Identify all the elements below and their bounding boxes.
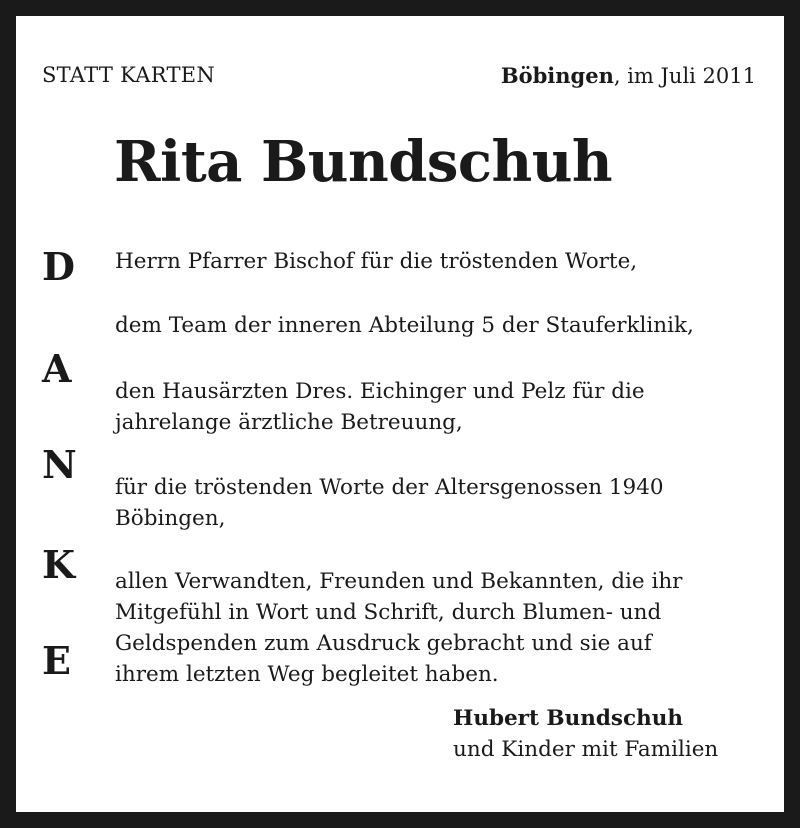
danke-letter-n: N bbox=[42, 442, 77, 487]
danke-letter-k: K bbox=[42, 542, 76, 587]
header-place-date bbox=[501, 63, 756, 88]
thanks-paragraph-hausaerzte bbox=[115, 376, 645, 438]
thanks-line: Herrn Pfarrer Bischof für die tröstenden Worte, bbox=[115, 249, 638, 274]
thanks-line: allen Verwandten, Freunden und Bekannten, die ihr bbox=[115, 569, 683, 594]
danke-letter-e: E bbox=[42, 638, 71, 683]
thanks-line: ihrem letzten Weg begleitet haben. bbox=[115, 662, 499, 687]
thanks-line: Böbingen, bbox=[115, 506, 226, 531]
thanks-paragraph-klinik bbox=[115, 310, 694, 341]
header-statt-karten: STATT KARTEN bbox=[42, 63, 216, 87]
thanks-line: Mitgefühl in Wort und Schrift, durch Blumen- und bbox=[115, 600, 662, 625]
deceased-name: Rita Bundschuh bbox=[114, 129, 613, 195]
thanks-paragraph-verwandte bbox=[115, 566, 682, 690]
header-place: Böbingen bbox=[500, 63, 614, 88]
thanks-paragraph-altersgenossen bbox=[115, 472, 664, 534]
signature-subtitle: und Kinder mit Familien bbox=[453, 737, 719, 762]
thanks-line: für die tröstenden Worte der Altersgenossen 1940 bbox=[115, 475, 664, 500]
thanks-line: den Hausärzten Dres. Eichinger und Pelz für die bbox=[115, 379, 645, 404]
danke-letter-a: A bbox=[42, 346, 72, 391]
thanks-paragraph-pfarrer bbox=[115, 246, 637, 277]
danke-letter-d: D bbox=[42, 244, 75, 289]
header-date: , im Juli 2011 bbox=[613, 64, 756, 88]
thanks-line: dem Team der inneren Abteilung 5 der Stauferklinik, bbox=[115, 313, 694, 338]
thanks-line: jahrelange ärztliche Betreuung, bbox=[115, 410, 463, 435]
thanks-line: Geldspenden zum Ausdruck gebracht und sie auf bbox=[115, 631, 652, 656]
signature-name: Hubert Bundschuh bbox=[453, 706, 683, 731]
